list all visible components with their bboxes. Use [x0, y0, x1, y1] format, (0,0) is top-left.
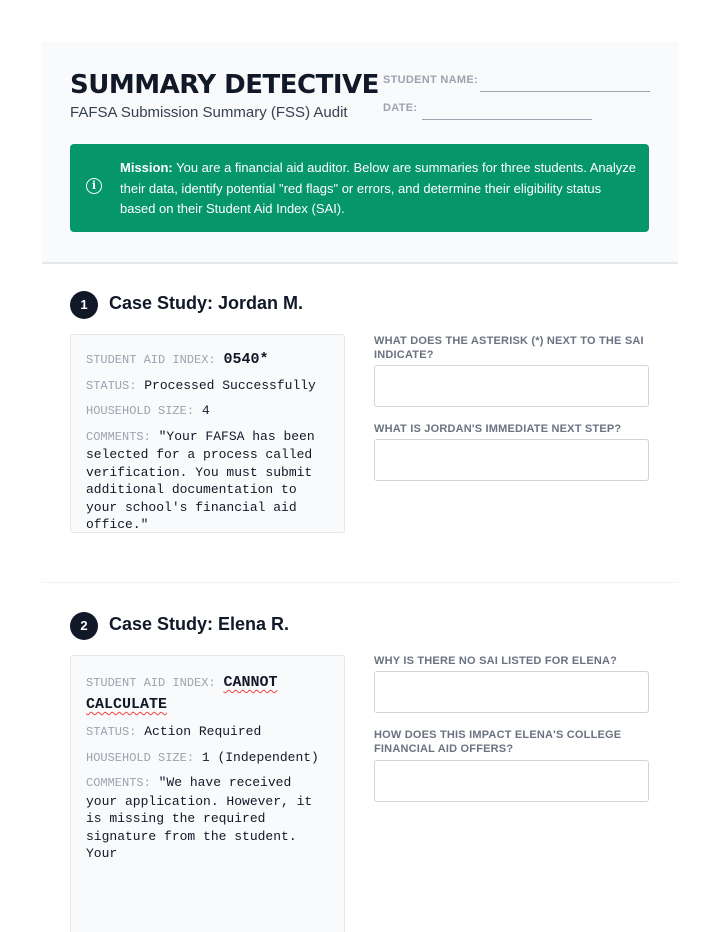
comments-label: COMMENTS:	[86, 776, 151, 790]
household-row	[86, 402, 329, 421]
comments-value: "We have received your application. However, it is missing the required signature from the student. Your	[86, 775, 313, 861]
status-label: STATUS:	[86, 725, 137, 739]
student-record-card	[70, 334, 345, 533]
student-record-card	[70, 655, 345, 932]
comments-value: "Your FAFSA has been selected for a process called verification. You must submit additional documentation to your school's financial aid office."	[86, 428, 315, 532]
status-value: Processed Successfully	[144, 377, 316, 393]
answer-box[interactable]	[374, 671, 649, 713]
comments-label: COMMENTS:	[86, 429, 151, 444]
sai-row	[86, 351, 329, 370]
mission-body: You are a financial aid auditor. Below are summaries for three students. Analyze their data, identify potential "red flags" or errors, and determine their eligibility status based on their Student Aid Index (SAI).	[120, 160, 636, 216]
page-subtitle: FAFSA Submission Summary (FSS) Audit	[70, 104, 348, 121]
household-row	[86, 749, 329, 768]
comments-row	[86, 428, 329, 534]
case-title: Case Study: Jordan M.	[109, 293, 304, 313]
sai-value: 0540*	[223, 351, 269, 368]
household-label: HOUSEHOLD SIZE:	[86, 750, 195, 765]
info-icon: i	[86, 178, 102, 194]
status-row	[86, 377, 329, 396]
answer-box[interactable]	[374, 760, 649, 802]
status-label: STATUS:	[86, 378, 137, 393]
sai-row	[86, 672, 329, 716]
household-label: HOUSEHOLD SIZE:	[86, 404, 195, 418]
sai-value: CANNOT CALCULATE	[86, 674, 278, 713]
comments-row	[86, 774, 329, 863]
page-title: SUMMARY DETECTIVE	[70, 70, 379, 100]
mission-banner	[70, 144, 649, 232]
case-number-badge: 1	[70, 291, 98, 319]
question-label: WHAT IS JORDAN'S IMMEDIATE NEXT STEP?	[374, 423, 622, 435]
status-value: Action Required	[144, 724, 262, 739]
question-label: WHY IS THERE NO SAI LISTED FOR ELENA?	[374, 655, 618, 667]
sai-label: STUDENT AID INDEX:	[86, 676, 216, 690]
question-label: WHAT DOES THE ASTERISK (*) NEXT TO THE SAI INDICATE?	[374, 335, 644, 361]
mission-text	[120, 158, 640, 220]
household-value: 1 (Independent)	[201, 749, 319, 765]
student-name-label: STUDENT NAME:	[383, 74, 478, 86]
answer-box[interactable]	[374, 439, 649, 481]
status-row	[86, 723, 329, 742]
answer-box[interactable]	[374, 365, 649, 407]
household-value: 4	[201, 403, 210, 418]
mission-lead: Mission:	[120, 160, 173, 175]
worksheet-page	[42, 42, 678, 932]
case-title: Case Study: Elena R.	[109, 614, 290, 634]
case-number-badge: 2	[70, 612, 98, 640]
date-label: DATE:	[383, 102, 418, 114]
worksheet-header	[42, 42, 678, 264]
question-label: HOW DOES THIS IMPACT ELENA'S COLLEGE FINANCIAL AID OFFERS?	[374, 729, 622, 755]
date-field[interactable]	[422, 119, 592, 120]
student-name-field[interactable]	[480, 91, 650, 92]
section-divider	[42, 582, 678, 583]
sai-label: STUDENT AID INDEX:	[86, 353, 216, 367]
